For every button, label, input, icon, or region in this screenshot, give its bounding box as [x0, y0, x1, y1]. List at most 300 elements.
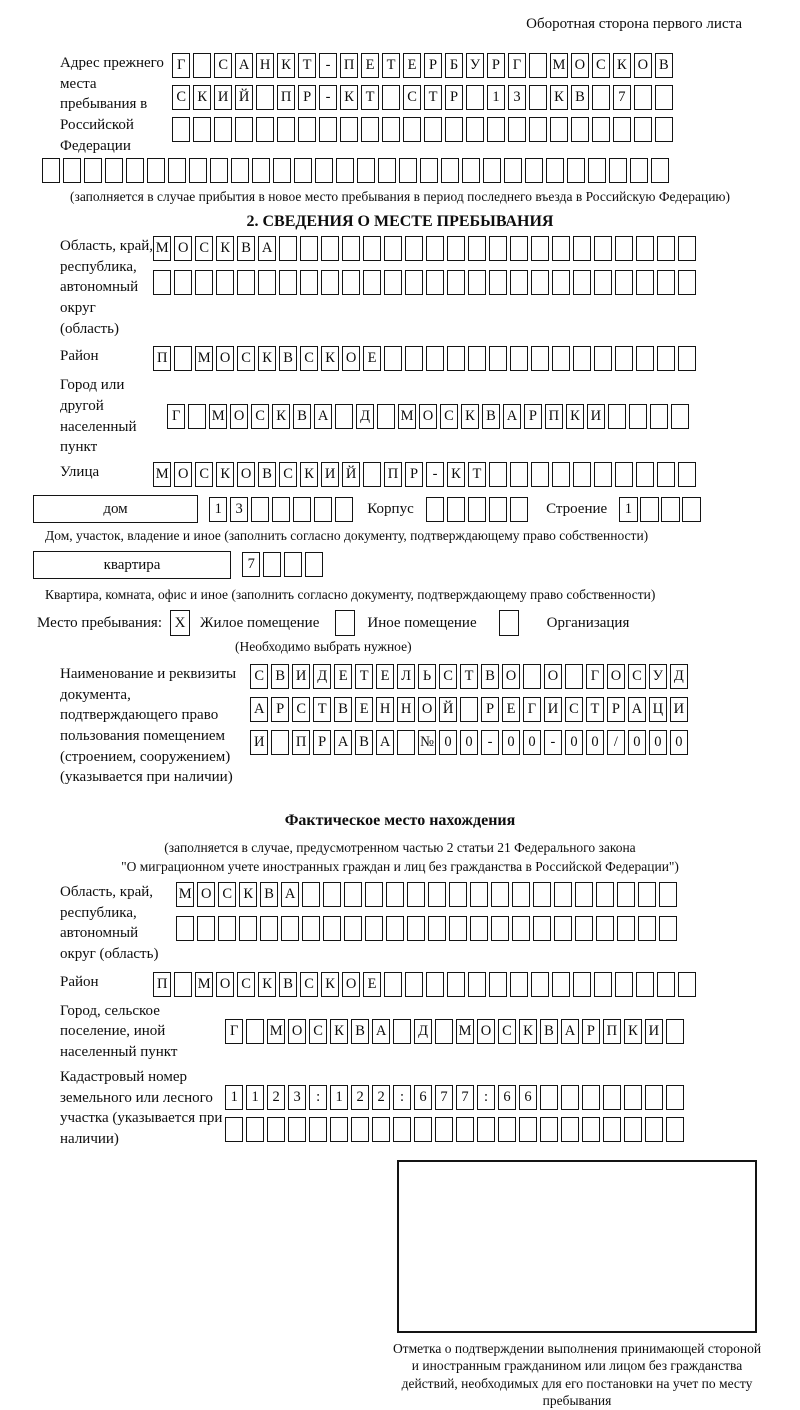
char-cell[interactable]: Г — [508, 53, 526, 78]
char-cell[interactable]: Г — [167, 404, 185, 429]
checkbox-residential[interactable]: X — [170, 610, 190, 636]
char-cell[interactable]: С — [214, 53, 232, 78]
char-cell[interactable] — [335, 497, 353, 522]
char-cell[interactable] — [483, 158, 501, 183]
char-cell[interactable] — [399, 158, 417, 183]
char-cell[interactable] — [550, 117, 568, 142]
char-cell[interactable] — [197, 916, 215, 941]
char-cell[interactable] — [147, 158, 165, 183]
char-cell[interactable] — [470, 916, 488, 941]
char-cell[interactable] — [447, 497, 465, 522]
char-cell[interactable]: О — [502, 664, 520, 689]
char-cell[interactable]: К — [277, 53, 295, 78]
char-cell[interactable]: 0 — [502, 730, 520, 755]
char-cell[interactable]: Т — [382, 53, 400, 78]
char-cell[interactable]: 0 — [586, 730, 604, 755]
char-cell[interactable]: Е — [334, 664, 352, 689]
char-cell[interactable]: О — [237, 462, 255, 487]
char-cell[interactable] — [657, 270, 675, 295]
char-cell[interactable] — [552, 462, 570, 487]
char-cell[interactable]: Е — [363, 972, 381, 997]
char-cell[interactable]: А — [372, 1019, 390, 1044]
char-cell[interactable] — [531, 270, 549, 295]
char-cell[interactable] — [491, 882, 509, 907]
char-cell[interactable]: О — [230, 404, 248, 429]
char-cell[interactable] — [634, 117, 652, 142]
char-cell[interactable] — [225, 1117, 243, 1142]
char-cell[interactable] — [84, 158, 102, 183]
apartment-cells[interactable] — [242, 552, 323, 577]
char-cell[interactable]: 1 — [209, 497, 227, 522]
char-cell[interactable] — [561, 1117, 579, 1142]
char-cell[interactable] — [426, 972, 444, 997]
char-cell[interactable] — [251, 497, 269, 522]
char-cell[interactable]: 3 — [230, 497, 248, 522]
char-cell[interactable]: Ц — [649, 697, 667, 722]
char-cell[interactable] — [193, 117, 211, 142]
char-cell[interactable]: К — [258, 346, 276, 371]
char-cell[interactable]: 0 — [649, 730, 667, 755]
char-cell[interactable] — [678, 236, 696, 261]
char-cell[interactable]: 0 — [670, 730, 688, 755]
char-cell[interactable]: Р — [582, 1019, 600, 1044]
char-cell[interactable]: С — [309, 1019, 327, 1044]
char-cell[interactable]: Р — [481, 697, 499, 722]
char-cell[interactable] — [671, 404, 689, 429]
char-cell[interactable] — [636, 270, 654, 295]
char-cell[interactable] — [279, 236, 297, 261]
char-cell[interactable] — [426, 346, 444, 371]
char-cell[interactable] — [188, 404, 206, 429]
char-cell[interactable] — [363, 462, 381, 487]
char-cell[interactable]: Г — [586, 664, 604, 689]
prev-address-row-4[interactable] — [42, 158, 800, 183]
char-cell[interactable] — [678, 270, 696, 295]
char-cell[interactable]: О — [419, 404, 437, 429]
char-cell[interactable]: С — [498, 1019, 516, 1044]
char-cell[interactable]: Г — [172, 53, 190, 78]
char-cell[interactable] — [357, 158, 375, 183]
char-cell[interactable]: О — [288, 1019, 306, 1044]
char-cell[interactable] — [447, 972, 465, 997]
char-cell[interactable]: П — [277, 85, 295, 110]
char-cell[interactable] — [615, 972, 633, 997]
char-cell[interactable] — [267, 1117, 285, 1142]
char-cell[interactable]: И — [250, 730, 268, 755]
char-cell[interactable] — [510, 346, 528, 371]
char-cell[interactable]: С — [300, 346, 318, 371]
char-cell[interactable] — [449, 916, 467, 941]
char-cell[interactable]: М — [456, 1019, 474, 1044]
char-cell[interactable]: П — [384, 462, 402, 487]
char-cell[interactable]: М — [195, 346, 213, 371]
char-cell[interactable] — [126, 158, 144, 183]
char-cell[interactable] — [640, 497, 658, 522]
char-cell[interactable]: В — [482, 404, 500, 429]
char-cell[interactable] — [277, 117, 295, 142]
char-cell[interactable]: М — [153, 462, 171, 487]
char-cell[interactable] — [636, 346, 654, 371]
char-cell[interactable]: Т — [355, 664, 373, 689]
char-cell[interactable] — [460, 697, 478, 722]
char-cell[interactable] — [624, 1117, 642, 1142]
char-cell[interactable] — [302, 916, 320, 941]
char-cell[interactable]: О — [216, 972, 234, 997]
char-cell[interactable] — [650, 404, 668, 429]
char-cell[interactable]: П — [292, 730, 310, 755]
char-cell[interactable]: - — [319, 53, 337, 78]
char-cell[interactable] — [678, 972, 696, 997]
char-cell[interactable] — [678, 462, 696, 487]
char-cell[interactable] — [279, 270, 297, 295]
char-cell[interactable] — [552, 346, 570, 371]
char-cell[interactable] — [284, 552, 302, 577]
char-cell[interactable] — [281, 916, 299, 941]
char-cell[interactable] — [382, 117, 400, 142]
char-cell[interactable]: А — [628, 697, 646, 722]
char-cell[interactable]: С — [195, 462, 213, 487]
char-cell[interactable] — [441, 158, 459, 183]
char-cell[interactable] — [613, 117, 631, 142]
char-cell[interactable]: 3 — [288, 1085, 306, 1110]
char-cell[interactable] — [477, 1117, 495, 1142]
char-cell[interactable] — [330, 1117, 348, 1142]
char-cell[interactable] — [594, 972, 612, 997]
char-cell[interactable] — [293, 497, 311, 522]
char-cell[interactable]: Т — [298, 53, 316, 78]
char-cell[interactable] — [554, 882, 572, 907]
char-cell[interactable] — [678, 346, 696, 371]
char-cell[interactable]: П — [603, 1019, 621, 1044]
char-cell[interactable]: М — [398, 404, 416, 429]
char-cell[interactable] — [319, 117, 337, 142]
char-cell[interactable] — [342, 236, 360, 261]
char-cell[interactable]: О — [477, 1019, 495, 1044]
char-cell[interactable] — [525, 158, 543, 183]
char-cell[interactable] — [42, 158, 60, 183]
char-cell[interactable] — [508, 117, 526, 142]
char-cell[interactable]: 3 — [508, 85, 526, 110]
char-cell[interactable]: 1 — [487, 85, 505, 110]
char-cell[interactable] — [523, 664, 541, 689]
char-cell[interactable] — [189, 158, 207, 183]
char-cell[interactable]: О — [571, 53, 589, 78]
char-cell[interactable]: А — [314, 404, 332, 429]
char-cell[interactable]: А — [281, 882, 299, 907]
char-cell[interactable]: А — [258, 236, 276, 261]
prev-address-row-2[interactable] — [172, 85, 673, 110]
actual-city-row[interactable] — [225, 1019, 684, 1044]
char-cell[interactable]: С — [292, 697, 310, 722]
char-cell[interactable]: М — [176, 882, 194, 907]
char-cell[interactable] — [636, 972, 654, 997]
char-cell[interactable] — [636, 236, 654, 261]
char-cell[interactable] — [256, 117, 274, 142]
char-cell[interactable]: В — [237, 236, 255, 261]
char-cell[interactable]: М — [195, 972, 213, 997]
char-cell[interactable]: А — [250, 697, 268, 722]
char-cell[interactable]: С — [403, 85, 421, 110]
prev-address-row-3[interactable] — [172, 117, 673, 142]
char-cell[interactable]: В — [293, 404, 311, 429]
char-cell[interactable] — [573, 236, 591, 261]
char-cell[interactable] — [405, 270, 423, 295]
char-cell[interactable] — [361, 117, 379, 142]
char-cell[interactable]: Р — [424, 53, 442, 78]
char-cell[interactable] — [617, 882, 635, 907]
char-cell[interactable]: 1 — [330, 1085, 348, 1110]
char-cell[interactable] — [489, 497, 507, 522]
char-cell[interactable] — [531, 972, 549, 997]
char-cell[interactable]: 6 — [414, 1085, 432, 1110]
char-cell[interactable] — [336, 158, 354, 183]
char-cell[interactable] — [321, 236, 339, 261]
char-cell[interactable] — [384, 236, 402, 261]
region-row-1[interactable] — [153, 236, 696, 261]
char-cell[interactable]: К — [300, 462, 318, 487]
char-cell[interactable] — [252, 158, 270, 183]
char-cell[interactable] — [645, 1085, 663, 1110]
char-cell[interactable]: : — [393, 1085, 411, 1110]
char-cell[interactable]: 1 — [619, 497, 637, 522]
char-cell[interactable]: - — [544, 730, 562, 755]
char-cell[interactable] — [174, 270, 192, 295]
char-cell[interactable] — [363, 236, 381, 261]
char-cell[interactable] — [594, 462, 612, 487]
char-cell[interactable] — [172, 117, 190, 142]
char-cell[interactable]: К — [239, 882, 257, 907]
char-cell[interactable] — [608, 404, 626, 429]
char-cell[interactable]: О — [634, 53, 652, 78]
char-cell[interactable]: : — [309, 1085, 327, 1110]
char-cell[interactable] — [256, 85, 274, 110]
city-row[interactable] — [167, 404, 689, 429]
char-cell[interactable] — [661, 497, 679, 522]
char-cell[interactable]: К — [216, 462, 234, 487]
char-cell[interactable] — [405, 346, 423, 371]
char-cell[interactable] — [657, 236, 675, 261]
char-cell[interactable] — [609, 158, 627, 183]
char-cell[interactable]: 6 — [498, 1085, 516, 1110]
char-cell[interactable] — [592, 85, 610, 110]
char-cell[interactable]: 2 — [267, 1085, 285, 1110]
char-cell[interactable] — [552, 972, 570, 997]
char-cell[interactable]: Н — [397, 697, 415, 722]
char-cell[interactable]: 7 — [242, 552, 260, 577]
char-cell[interactable]: Й — [439, 697, 457, 722]
char-cell[interactable]: 7 — [456, 1085, 474, 1110]
char-cell[interactable] — [386, 882, 404, 907]
char-cell[interactable] — [193, 53, 211, 78]
char-cell[interactable] — [540, 1085, 558, 1110]
char-cell[interactable]: Б — [445, 53, 463, 78]
char-cell[interactable]: С — [565, 697, 583, 722]
char-cell[interactable] — [195, 270, 213, 295]
char-cell[interactable]: С — [439, 664, 457, 689]
char-cell[interactable] — [582, 1117, 600, 1142]
char-cell[interactable] — [468, 972, 486, 997]
char-cell[interactable] — [531, 346, 549, 371]
region-row-2[interactable] — [153, 270, 696, 295]
char-cell[interactable] — [468, 270, 486, 295]
char-cell[interactable] — [407, 916, 425, 941]
char-cell[interactable]: Р — [405, 462, 423, 487]
char-cell[interactable] — [335, 404, 353, 429]
char-cell[interactable] — [659, 916, 677, 941]
char-cell[interactable]: Р — [487, 53, 505, 78]
char-cell[interactable]: А — [235, 53, 253, 78]
char-cell[interactable]: № — [418, 730, 436, 755]
char-cell[interactable]: С — [251, 404, 269, 429]
char-cell[interactable]: К — [216, 236, 234, 261]
char-cell[interactable] — [634, 85, 652, 110]
street-row[interactable] — [153, 462, 696, 487]
char-cell[interactable]: А — [503, 404, 521, 429]
char-cell[interactable]: В — [258, 462, 276, 487]
char-cell[interactable] — [426, 236, 444, 261]
char-cell[interactable]: О — [544, 664, 562, 689]
char-cell[interactable]: М — [153, 236, 171, 261]
char-cell[interactable] — [294, 158, 312, 183]
char-cell[interactable]: Е — [361, 53, 379, 78]
char-cell[interactable]: И — [292, 664, 310, 689]
char-cell[interactable]: Г — [225, 1019, 243, 1044]
char-cell[interactable]: В — [279, 972, 297, 997]
char-cell[interactable] — [344, 916, 362, 941]
char-cell[interactable] — [655, 85, 673, 110]
char-cell[interactable]: С — [172, 85, 190, 110]
char-cell[interactable]: Р — [524, 404, 542, 429]
char-cell[interactable] — [636, 462, 654, 487]
char-cell[interactable]: Л — [397, 664, 415, 689]
char-cell[interactable] — [305, 552, 323, 577]
char-cell[interactable] — [365, 916, 383, 941]
char-cell[interactable]: К — [566, 404, 584, 429]
char-cell[interactable] — [582, 1085, 600, 1110]
char-cell[interactable]: Р — [298, 85, 316, 110]
char-cell[interactable] — [561, 1085, 579, 1110]
char-cell[interactable] — [447, 236, 465, 261]
char-cell[interactable] — [552, 270, 570, 295]
char-cell[interactable] — [386, 916, 404, 941]
char-cell[interactable] — [565, 664, 583, 689]
char-cell[interactable]: К — [519, 1019, 537, 1044]
char-cell[interactable] — [168, 158, 186, 183]
char-cell[interactable] — [302, 882, 320, 907]
document-row-2[interactable] — [250, 697, 688, 722]
char-cell[interactable] — [489, 346, 507, 371]
char-cell[interactable]: 1 — [246, 1085, 264, 1110]
char-cell[interactable] — [231, 158, 249, 183]
char-cell[interactable] — [342, 270, 360, 295]
char-cell[interactable] — [365, 882, 383, 907]
char-cell[interactable]: Р — [313, 730, 331, 755]
char-cell[interactable]: В — [571, 85, 589, 110]
char-cell[interactable] — [63, 158, 81, 183]
char-cell[interactable] — [552, 236, 570, 261]
char-cell[interactable] — [666, 1085, 684, 1110]
char-cell[interactable] — [426, 497, 444, 522]
char-cell[interactable]: С — [250, 664, 268, 689]
char-cell[interactable] — [594, 346, 612, 371]
char-cell[interactable] — [271, 730, 289, 755]
char-cell[interactable]: В — [334, 697, 352, 722]
char-cell[interactable]: К — [613, 53, 631, 78]
char-cell[interactable] — [407, 882, 425, 907]
char-cell[interactable] — [533, 882, 551, 907]
char-cell[interactable] — [420, 158, 438, 183]
char-cell[interactable]: Т — [313, 697, 331, 722]
char-cell[interactable]: В — [351, 1019, 369, 1044]
char-cell[interactable]: П — [545, 404, 563, 429]
char-cell[interactable] — [630, 158, 648, 183]
char-cell[interactable] — [615, 462, 633, 487]
char-cell[interactable]: К — [447, 462, 465, 487]
cadastre-row-1[interactable] — [225, 1085, 684, 1110]
char-cell[interactable]: 1 — [225, 1085, 243, 1110]
char-cell[interactable] — [397, 730, 415, 755]
char-cell[interactable] — [384, 270, 402, 295]
char-cell[interactable]: Н — [256, 53, 274, 78]
char-cell[interactable]: С — [628, 664, 646, 689]
char-cell[interactable]: В — [279, 346, 297, 371]
char-cell[interactable]: В — [481, 664, 499, 689]
document-row-1[interactable] — [250, 664, 688, 689]
char-cell[interactable] — [210, 158, 228, 183]
char-cell[interactable] — [426, 270, 444, 295]
char-cell[interactable]: Е — [403, 53, 421, 78]
char-cell[interactable] — [489, 972, 507, 997]
char-cell[interactable]: К — [461, 404, 479, 429]
char-cell[interactable]: К — [340, 85, 358, 110]
char-cell[interactable]: Т — [460, 664, 478, 689]
char-cell[interactable]: О — [197, 882, 215, 907]
char-cell[interactable] — [466, 117, 484, 142]
char-cell[interactable] — [405, 972, 423, 997]
char-cell[interactable]: : — [477, 1085, 495, 1110]
char-cell[interactable]: У — [466, 53, 484, 78]
char-cell[interactable] — [666, 1019, 684, 1044]
char-cell[interactable] — [258, 270, 276, 295]
char-cell[interactable] — [617, 916, 635, 941]
char-cell[interactable] — [510, 972, 528, 997]
char-cell[interactable]: Ь — [418, 664, 436, 689]
char-cell[interactable] — [554, 916, 572, 941]
char-cell[interactable] — [594, 270, 612, 295]
char-cell[interactable]: Р — [445, 85, 463, 110]
char-cell[interactable]: В — [355, 730, 373, 755]
char-cell[interactable] — [470, 882, 488, 907]
char-cell[interactable] — [174, 346, 192, 371]
char-cell[interactable] — [588, 158, 606, 183]
char-cell[interactable] — [594, 236, 612, 261]
char-cell[interactable]: М — [267, 1019, 285, 1044]
char-cell[interactable]: Е — [502, 697, 520, 722]
char-cell[interactable] — [615, 346, 633, 371]
char-cell[interactable]: И — [587, 404, 605, 429]
char-cell[interactable] — [239, 916, 257, 941]
char-cell[interactable] — [655, 117, 673, 142]
char-cell[interactable] — [218, 916, 236, 941]
char-cell[interactable] — [666, 1117, 684, 1142]
char-cell[interactable]: О — [342, 972, 360, 997]
char-cell[interactable] — [435, 1117, 453, 1142]
char-cell[interactable]: О — [418, 697, 436, 722]
char-cell[interactable]: Т — [586, 697, 604, 722]
prev-address-row-1[interactable] — [172, 53, 673, 78]
char-cell[interactable] — [510, 236, 528, 261]
char-cell[interactable] — [447, 270, 465, 295]
